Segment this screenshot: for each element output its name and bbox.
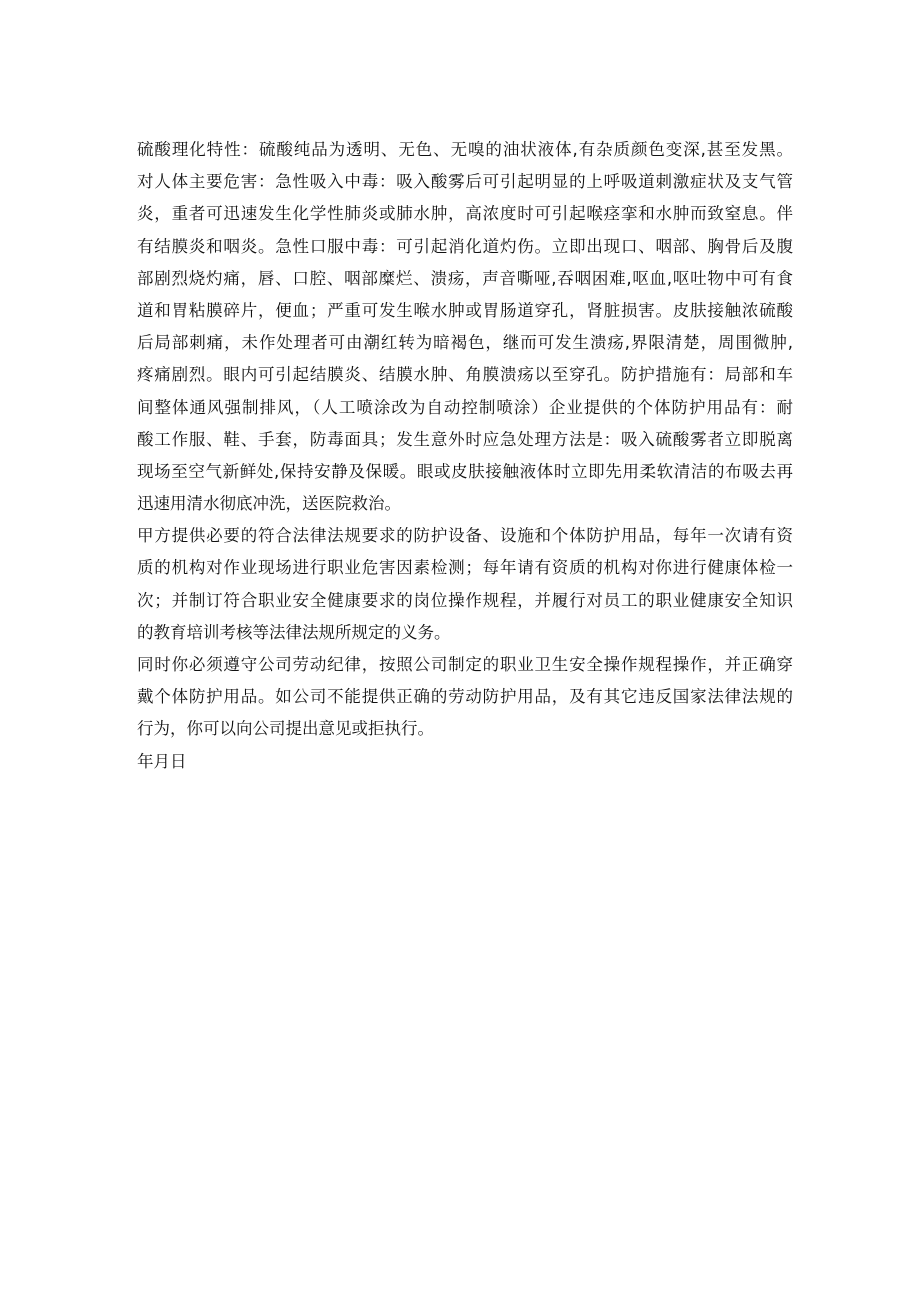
text-line: 硫酸理化特性：硫酸纯品为透明、无色、无嗅的油状液体,有杂质颜色变深,甚至发黑。 <box>137 140 793 159</box>
text-line: 后局部刺痛，未作处理者可由潮红转为暗褐色，继而可发生溃疡,界限清楚，周围微肿, <box>137 333 793 353</box>
text-line: 甲方提供必要的符合法律法规要求的防护设备、设施和个体防护用品，每年一次请有资 <box>137 526 793 546</box>
text-line: 现场至空气新鲜处,保持安静及保暖。眼或皮肤接触液体时立即先用柔软清洁的布吸去再 <box>137 461 793 481</box>
document-body <box>137 134 793 778</box>
text-line: 对人体主要危害：急性吸入中毒：吸入酸雾后可引起明显的上呼吸道刺激症状及支气管 <box>137 172 793 192</box>
text-line: 次；并制订符合职业安全健康要求的岗位操作规程，并履行对员工的职业健康安全知识 <box>137 590 793 610</box>
text-line: 酸工作服、鞋、手套，防毒面具；发生意外时应急处理方法是：吸入硫酸雾者立即脱离 <box>137 429 793 449</box>
text-line: 炎，重者可迅速发生化学性肺炎或肺水肿，高浓度时可引起喉痉挛和水肿而致窒息。伴 <box>137 204 793 224</box>
text-line: 间整体通风强制排风，（人工喷涂改为自动控制喷涂）企业提供的个体防护用品有：耐 <box>137 397 793 417</box>
text-line: 的教育培训考核等法律法规所规定的义务。 <box>137 622 451 642</box>
text-line: 同时你必须遵守公司劳动纪律，按照公司制定的职业卫生安全操作规程操作，并正确穿 <box>137 655 793 674</box>
text-line: 疼痛剧烈。眼内可引起结膜炎、结膜水肿、角膜溃疡以至穿孔。防护措施有：局部和车 <box>137 365 793 385</box>
text-line: 行为，你可以向公司提出意见或拒执行。 <box>137 719 434 739</box>
text-line: 部剧烈烧灼痛，唇、口腔、咽部糜烂、溃疡，声音嘶哑,吞咽困难,呕血,呕吐物中可有食 <box>137 268 793 288</box>
text-line: 质的机构对作业现场进行职业危害因素检测；每年请有资质的机构对你进行健康体检一 <box>137 558 793 578</box>
text-line: 戴个体防护用品。如公司不能提供正确的劳动防护用品，及有其它违反国家法律法规的 <box>137 687 793 707</box>
text-line: 道和胃粘膜碎片，便血；严重可发生喉水肿或胃肠道穿孔，肾脏损害。皮肤接触浓硫酸 <box>137 300 793 320</box>
text-line: 有结膜炎和咽炎。急性口服中毒：可引起消化道灼伤。立即出现口、咽部、胸骨后及腹 <box>137 236 793 256</box>
text-line: 迅速用清水彻底冲洗，送医院救治。 <box>137 494 401 514</box>
date-line: 年月日 <box>137 751 187 771</box>
